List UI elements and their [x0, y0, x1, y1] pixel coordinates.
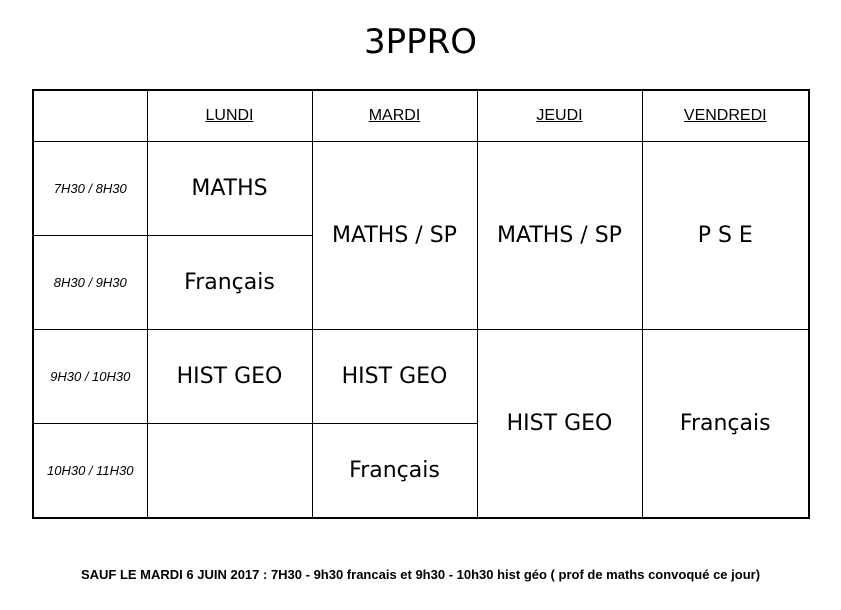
day-header-vendredi: VENDREDI — [642, 90, 809, 142]
timetable — [32, 89, 810, 519]
cell-mardi-1-2: MATHS / SP — [312, 142, 477, 330]
cell-lundi-1: MATHS — [147, 142, 312, 236]
time-label: 7H30 / 8H30 — [33, 142, 147, 236]
time-row — [33, 330, 809, 424]
cell-jeudi-3-4: HIST GEO — [477, 330, 642, 519]
day-header-mardi: MARDI — [312, 90, 477, 142]
time-row — [33, 142, 809, 236]
header-row — [33, 90, 809, 142]
cell-lundi-2: Français — [147, 236, 312, 330]
footnote: SAUF LE MARDI 6 JUIN 2017 : 7H30 - 9h30 francais et 9h30 - 10h30 hist géo ( prof de maths convoqué ce jour) — [80, 567, 761, 582]
corner-cell — [33, 90, 147, 142]
time-label: 9H30 / 10H30 — [33, 330, 147, 424]
page-title: 3PPRO — [363, 22, 478, 62]
day-header-jeudi: JEUDI — [477, 90, 642, 142]
cell-lundi-4 — [147, 424, 312, 519]
cell-mardi-4: Français — [312, 424, 477, 519]
cell-lundi-3: HIST GEO — [147, 330, 312, 424]
cell-vendredi-3-4: Français — [642, 330, 809, 519]
cell-vendredi-1-2: P S E — [642, 142, 809, 330]
cell-jeudi-1-2: MATHS / SP — [477, 142, 642, 330]
time-label: 10H30 / 11H30 — [33, 424, 147, 519]
time-label: 8H30 / 9H30 — [33, 236, 147, 330]
day-header-lundi: LUNDI — [147, 90, 312, 142]
cell-mardi-3: HIST GEO — [312, 330, 477, 424]
